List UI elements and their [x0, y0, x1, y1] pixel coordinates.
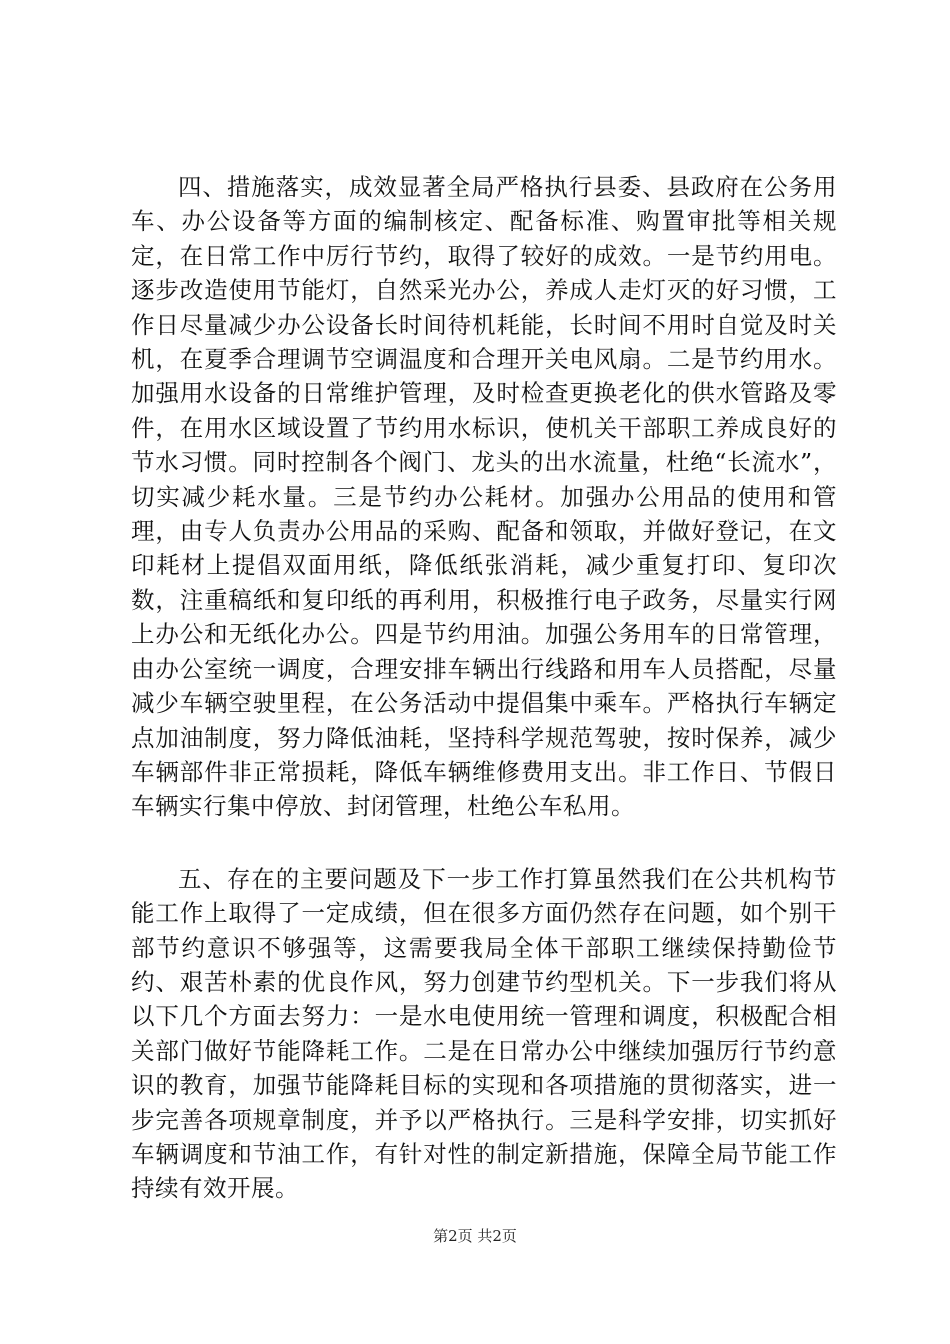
paragraph-problems-and-plans: 五、存在的主要问题及下一步工作打算虽然我们在公共机构节能工作上取得了一定成绩，但在很多方面仍然存在问题，如个别干部节约意识不够强等，这需要我局全体干部职工继续保持勤俭节约、艰苦朴素的优良作风，努力创建节约型机关。下一步我们将从以下几个方面去努力：一是水电使用统一管理和调度，积极配合相关部门做好节能降耗工作。二是在日常办公中继续加强厉行节约意识的教育，加强节能降耗目标的实现和各项措施的贯彻落实，进一步完善各项规章制度，并予以严格执行。三是科学安排，切实抓好车辆调度和节油工作，有针对性的制定新措施，保障全局节能工作持续有效开展。 — [131, 864, 837, 1203]
paragraph-measures: 四、措施落实，成效显著全局严格执行县委、县政府在公务用车、办公设备等方面的编制核定、配备标准、购置审批等相关规定，在日常工作中厉行节约，取得了较好的成效。一是节约用电。逐步改造使用节能灯，自然采光办公，养成人走灯灭的好习惯，工作日尽量减少办公设备长时间待机耗能，长时间不用时自觉及时关机，在夏季合理调节空调温度和合理开关电风扇。二是节约用水。加强用水设备的日常维护管理，及时检查更换老化的供水管路及零件，在用水区域设置了节约用水标识，使机关干部职工养成良好的节水习惯。同时控制各个阀门、龙头的出水流量，杜绝“长流水”，切实减少耗水量。三是节约办公耗材。加强办公用品的使用和管理，由专人负责办公用品的采购、配备和领取，并做好登记，在文印耗材上提倡双面用纸，降低纸张消耗，减少重复打印、复印次数，注重稿纸和复印纸的再利用，积极推行电子政务，尽量实行网上办公和无纸化办公。四是节约用油。加强公务用车的日常管理，由办公室统一调度，合理安排车辆出行线路和用车人员搭配，尽量减少车辆空驶里程，在公务活动中提倡集中乘车。严格执行车辆定点加油制度，努力降低油耗，坚持科学规范驾驶，按时保养，减少车辆部件非正常损耗，降低车辆维修费用支出。非工作日、节假日车辆实行集中停放、封闭管理，杜绝公车私用。 — [131, 173, 837, 821]
page-number-footer: 第2页 共2页 — [433, 1227, 517, 1245]
document-body — [131, 170, 837, 1206]
